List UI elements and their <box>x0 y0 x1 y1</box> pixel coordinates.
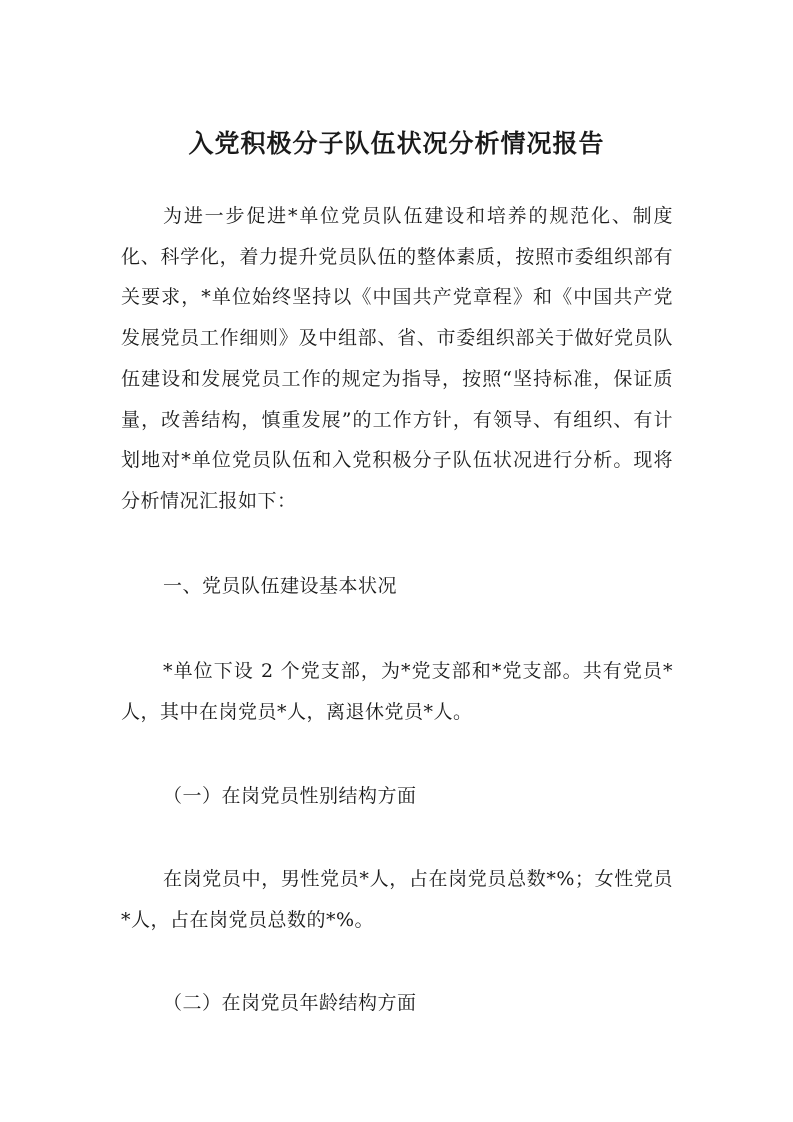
intro-paragraph: 为进一步促进*单位党员队伍建设和培养的规范化、制度化、科学化，着力提升党员队伍的整体素质，按照市委组织部有关要求，*单位始终坚持以《中国共产党章程》和《中国共产党发展党员工作细则》及中组部、省、市委组织部关于做好党员队伍建设和发展党员工作的规定为指导，按照“坚持标准，保证质量，改善结构，慎重发展”的工作方针，有领导、有组织、有计划地对*单位党员队伍和入党积极分子队伍状况进行分析。现将分析情况汇报如下： <box>121 205 673 512</box>
subsection-heading-1: （一）在岗党员性别结构方面 <box>163 785 417 807</box>
subsection-heading-2: （二）在岗党员年龄结构方面 <box>163 992 417 1014</box>
subsection-1-paragraph: 在岗党员中，男性党员*人，占在岗党员总数*%；女性党员*人，占在岗党员总数的*%。 <box>121 868 673 931</box>
section-1-paragraph: *单位下设 2 个党支部，为*党支部和*党支部。共有党员*人，其中在岗党员*人，离退休党员*人。 <box>121 660 673 723</box>
document-title: 入党积极分子队伍状况分析情况报告 <box>188 129 605 158</box>
section-heading-1: 一、党员队伍建设基本状况 <box>163 575 398 597</box>
